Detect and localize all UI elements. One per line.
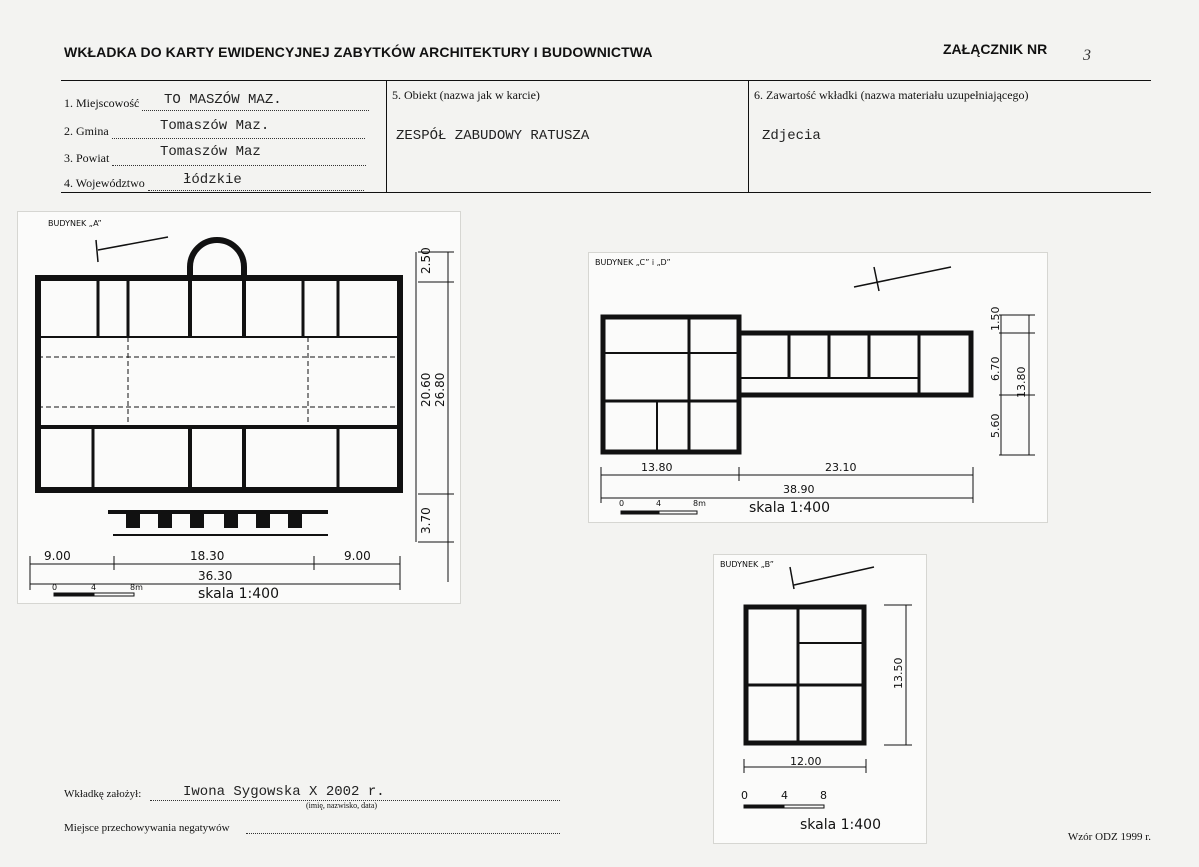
plan-a-dim-v3: 3.70	[419, 507, 433, 534]
plan-a-dim-vtotal: 26.80	[433, 372, 447, 407]
plan-b-tick-0: 0	[741, 789, 748, 802]
plan-building-cd	[588, 252, 1048, 523]
plan-a-dim-htotal: 36.30	[198, 569, 233, 583]
plan-a-tick-0: 0	[52, 583, 58, 592]
plan-b-tick-8: 8	[820, 789, 827, 802]
plan-cd-label: BUDYNEK „C” i „D”	[595, 258, 671, 267]
plan-a-scalebar	[54, 593, 134, 596]
table-divider-1	[386, 80, 387, 192]
plan-b-scale: skala 1:400	[800, 817, 881, 833]
miejscowosc-label: 1. Miejscowość	[64, 96, 140, 110]
plan-cd-tick-8: 8m	[693, 499, 706, 508]
plan-cd-tick-0: 0	[619, 499, 625, 508]
plan-a-scale: skala 1:400	[198, 586, 279, 602]
plan-cd-dim-v2: 6.70	[989, 356, 1002, 381]
plan-b-label: BUDYNEK „B”	[720, 560, 774, 569]
plan-cd-scale: skala 1:400	[749, 500, 830, 516]
powiat-label: 3. Powiat	[64, 151, 110, 165]
plan-a-dim-v1: 2.50	[419, 247, 433, 274]
plan-b-drawing	[714, 555, 926, 843]
plan-a-drawing	[18, 212, 460, 603]
gmina-label: 2. Gmina	[64, 124, 109, 138]
obiekt-label: 5. Obiekt (nazwa jak w karcie)	[392, 88, 540, 102]
plan-cd-dim-htotal: 38.90	[783, 483, 815, 496]
zalozyl-hint: (imię, nazwisko, data)	[306, 801, 378, 810]
wojewodztwo-label: 4. Województwo	[64, 176, 145, 190]
obiekt-value: ZESPÓŁ ZABUDOWY RATUSZA	[396, 128, 590, 144]
plan-cd-dim-vtotal: 13.80	[1015, 366, 1028, 398]
plan-a-dim-v2: 20.60	[419, 372, 433, 407]
north-arrow-cd	[854, 267, 951, 291]
wojewodztwo-value: łódzkie	[183, 172, 242, 188]
powiat-value: Tomaszów Maz	[160, 144, 261, 160]
plan-b-dim-h: 12.00	[790, 755, 822, 768]
plan-a-tick-8: 8m	[130, 583, 143, 592]
miejscowosc-value: TO MASZÓW MAZ.	[164, 92, 282, 108]
north-arrow-b	[790, 567, 874, 589]
plan-a-dim-h2: 18.30	[190, 549, 225, 563]
plan-cd-dim-v1: 1.50	[989, 306, 1002, 331]
plan-cd-walls	[603, 317, 971, 452]
table-bottom-line	[61, 192, 1151, 193]
plan-cd-dim-h1: 13.80	[641, 461, 673, 474]
table-divider-2	[748, 80, 749, 192]
plan-a-dim-h1: 9.00	[44, 549, 71, 563]
plan-a-dim-h3: 9.00	[344, 549, 371, 563]
negatywy-label: Miejsce przechowywania negatywów	[64, 822, 230, 834]
plan-b-dim-v: 13.50	[892, 657, 905, 689]
plan-cd-drawing	[589, 253, 1047, 522]
plan-a-entrance	[108, 510, 328, 536]
form-title: WKŁADKA DO KARTY EWIDENCYJNEJ ZABYTKÓW ARCHITEKTURY I BUDOWNICTWA	[64, 44, 653, 60]
plan-a-tick-4: 4	[91, 583, 97, 592]
plan-cd-dim-v3: 5.60	[989, 413, 1002, 438]
north-arrow-a	[96, 237, 168, 262]
plan-building-b	[713, 554, 927, 844]
zalozyl-label: Wkładkę założył:	[64, 788, 142, 800]
plan-b-tick-4: 4	[781, 789, 788, 802]
table-top-line	[61, 80, 1151, 81]
zalozyl-value: Iwona Sygowska X 2002 r.	[183, 784, 385, 800]
zawartosc-label: 6. Zawartość wkładki (nazwa materiału uzupełniającego)	[754, 88, 1029, 102]
attachment-number: 3	[1083, 47, 1091, 64]
plan-a-label: BUDYNEK „A”	[48, 219, 102, 228]
plan-a-walls	[38, 240, 400, 490]
plan-b-walls	[746, 607, 864, 743]
attachment-label: ZAŁĄCZNIK NR	[943, 41, 1048, 57]
form-version: Wzór ODZ 1999 r.	[1067, 831, 1151, 843]
gmina-value: Tomaszów Maz.	[160, 118, 270, 134]
plan-b-scalebar	[744, 805, 824, 808]
zawartosc-value: Zdjecia	[762, 128, 821, 144]
plan-cd-dim-h2: 23.10	[825, 461, 857, 474]
plan-cd-tick-4: 4	[656, 499, 662, 508]
plan-cd-scalebar	[621, 511, 697, 514]
plan-building-a	[17, 211, 461, 604]
negatywy-dots	[246, 820, 560, 834]
